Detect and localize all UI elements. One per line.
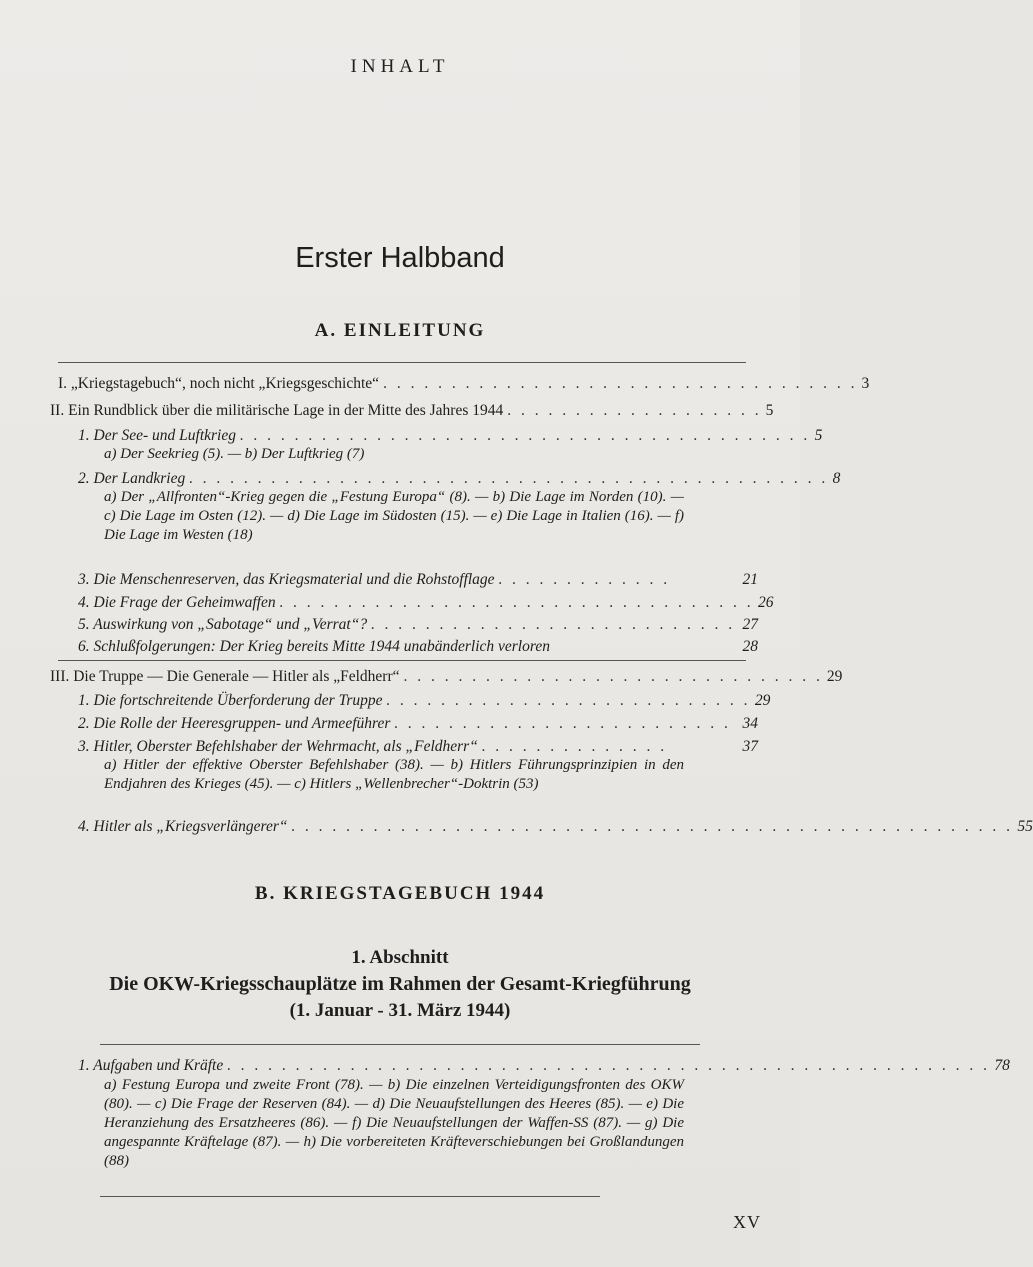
chapter-number: 1. Abschnitt	[351, 947, 449, 968]
volume-heading: Erster Halbband	[295, 242, 505, 274]
toc-entry: 1. Der See- und Luftkrieg . . . . . . . . . . . . . . . . . . . . . . . . . . . . . . . . . . . . . . . . . . 5	[78, 427, 823, 444]
toc-entry: 2. Die Rolle der Heeresgruppen- und Armeeführer . . . . . . . . . . . . . . . . . . . . . . . . . 34	[78, 715, 758, 732]
toc-entry: 2. Der Landkrieg . . . . . . . . . . . . . . . . . . . . . . . . . . . . . . . . . . . . . . . . . . . . . . . 8	[78, 470, 841, 487]
toc-entry: II. Ein Rundblick über die militärische Lage in der Mitte des Jahres 1944 . . . . . . . . . . . . . . . . . . . 5	[50, 402, 774, 419]
rule-divider	[58, 660, 746, 661]
toc-subentries: a) Hitler der effektive Oberster Befehlshaber (38). — b) Hitlers Führungsprinzipien in den Endjahren des Krieges (45). — c) Hitlers „Wellenbrecher“-Doktrin (53)	[104, 757, 684, 792]
rule-divider	[100, 1044, 700, 1045]
toc-entry: 4. Die Frage der Geheimwaffen . . . . . . . . . . . . . . . . . . . . . . . . . . . . . . . . . . . 26	[78, 594, 774, 611]
toc-entry: III. Die Truppe — Die Generale — Hitler als „Feldherr“ . . . . . . . . . . . . . . . . . . . . . . . . . . . . . . . 29	[50, 668, 843, 685]
toc-entry: 5. Auswirkung von „Sabotage“ und „Verrat“? . . . . . . . . . . . . . . . . . . . . . . . . . . . 27	[78, 616, 758, 633]
contents-heading: INHALT	[350, 56, 450, 77]
toc-entry: 1. Die fortschreitende Überforderung der Truppe . . . . . . . . . . . . . . . . . . . . . . . . . . . 29	[78, 692, 771, 709]
toc-entry: 3. Hitler, Oberster Befehlshaber der Wehrmacht, als „Feldherr“ . . . . . . . . . . . . . . 37	[78, 738, 758, 755]
toc-subentries: a) Der Seekrieg (5). — b) Der Luftkrieg (7)	[104, 446, 365, 462]
toc-entry: 1. Aufgaben und Kräfte . . . . . . . . . . . . . . . . . . . . . . . . . . . . . . . . . . . . . . . . . . . . . . . . . . . . . . . . 78	[78, 1057, 1010, 1074]
toc-entry: 4. Hitler als „Kriegsverlängerer“ . . . . . . . . . . . . . . . . . . . . . . . . . . . . . . . . . . . . . . . . . . . . . . . . . . . . . 55	[78, 818, 1033, 835]
rule-divider	[58, 362, 746, 363]
rule-divider	[100, 1196, 600, 1197]
toc-subentries: a) Der „Allfronten“-Krieg gegen die „Festung Europa“ (8). — b) Die Lage im Norden (10). — c) Die Lage im Osten (12). — d) Die Lage im Südosten (15). — e) Die Lage in Italien (16). — f) Die Lage im Westen (18)	[104, 489, 684, 543]
toc-entry: 6. Schlußfolgerungen: Der Krieg bereits Mitte 1944 unabänderlich verloren 28	[78, 638, 758, 655]
section-b-heading: B. KRIEGSTAGEBUCH 1944	[254, 883, 546, 904]
chapter-title: Die OKW-Kriegsschauplätze im Rahmen der Gesamt-Kriegführung	[109, 973, 691, 995]
page-number: XV	[733, 1212, 761, 1232]
toc-subentries: a) Festung Europa und zweite Front (78). — b) Die einzelnen Verteidigungsfronten des OKW (80). — c) Die Frage der Reserven (84). — d) Die Neuaufstellungen des Heeres (85). — e) Die Heranziehung des Ersatzheeres (86). — f) Die Neuaufstellungen der Waffen-SS (87). — g) Die angespannte Kräftelage (87). — h) Die vorbereiteten Kräfteverschiebungen bei Großlandungen (88)	[104, 1077, 684, 1169]
section-a-heading: A. EINLEITUNG	[314, 320, 486, 341]
toc-entry: I. „Kriegstagebuch“, noch nicht „Kriegsgeschichte“ . . . . . . . . . . . . . . . . . . . . . . . . . . . . . . . . . . . 3	[58, 375, 870, 392]
toc-entry: 3. Die Menschenreserven, das Kriegsmaterial und die Rohstofflage . . . . . . . . . . . . . 21	[78, 571, 758, 588]
chapter-dates: (1. Januar - 31. März 1944)	[289, 1000, 511, 1021]
